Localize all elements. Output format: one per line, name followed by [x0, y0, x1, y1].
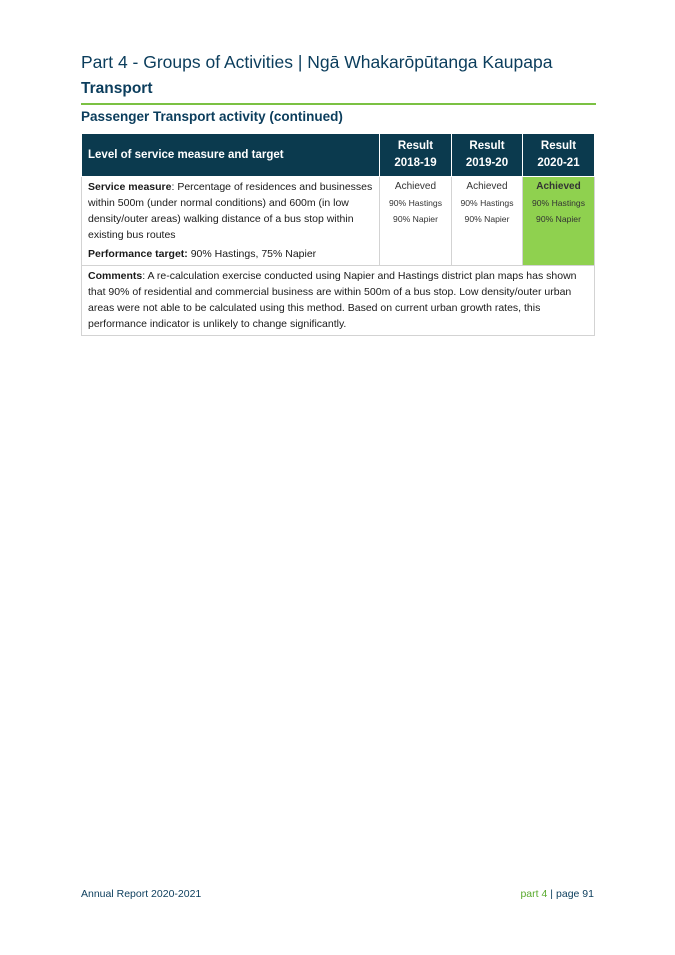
- result-2020-21: [523, 177, 595, 266]
- footer-page-info: [520, 888, 594, 900]
- subsection-title: Passenger Transport activity (continued): [81, 109, 343, 124]
- table-row: [82, 177, 595, 266]
- footer-report-title: Annual Report 2020-2021: [81, 888, 202, 900]
- result-hastings: 90% Hastings: [460, 198, 514, 208]
- header-result-label: Result: [540, 140, 577, 152]
- measure-text: : Percentage of residences and businesses within 500m (under normal conditions) and 600m (in low density/outer areas) walking distance of a bus stop within existing bus routes: [88, 181, 373, 241]
- result-napier: 90% Napier: [536, 214, 581, 224]
- header-result-year: 2018-19: [394, 157, 437, 169]
- page-part-title: Part 4 - Groups of Activities | Ngā Whakarōpūtanga Kaupapa: [81, 52, 553, 72]
- header-result-2019-20: [452, 134, 523, 177]
- comments-text: : A re-calculation exercise conducted using Napier and Hastings district plan maps has shown that 90% of residential and commercial business are within 500m of a bus stop. Low density/outer urban areas were not able to be calculated using this method. Based on current urban growth rates, this performance indicator is unlikely to change significantly.: [88, 270, 577, 330]
- result-2018-19: [380, 177, 452, 266]
- result-status: Achieved: [394, 181, 437, 192]
- comments-label: Comments: [88, 270, 143, 282]
- result-status: Achieved: [536, 181, 581, 192]
- section-title: Transport: [81, 80, 153, 97]
- result-napier: 90% Napier: [464, 214, 510, 224]
- result-napier: 90% Napier: [393, 214, 438, 224]
- header-result-label: Result: [397, 140, 434, 152]
- target-label: Performance target:: [88, 248, 188, 260]
- header-result-year: 2020-21: [537, 157, 580, 169]
- header-result-2018-19: [380, 134, 452, 177]
- table-header-row: [82, 134, 595, 177]
- footer-part: part 4: [520, 888, 548, 900]
- performance-table: [81, 133, 595, 336]
- header-result-year: 2019-20: [465, 157, 509, 169]
- comments-cell: [82, 266, 595, 336]
- header-measure: Level of service measure and target: [82, 134, 380, 177]
- header-result-label: Result: [469, 140, 505, 152]
- result-hastings: 90% Hastings: [531, 198, 586, 208]
- performance-target: [88, 246, 373, 262]
- comments-row: [82, 266, 595, 336]
- footer-page-number: page 91: [556, 888, 594, 900]
- footer-separator: |: [550, 888, 554, 900]
- result-2019-20: [452, 177, 523, 266]
- measure-cell: [82, 177, 380, 266]
- header-result-2020-21: [523, 134, 595, 177]
- result-status: Achieved: [466, 181, 508, 192]
- section-divider: [81, 103, 596, 105]
- target-text: 90% Hastings, 75% Napier: [187, 248, 317, 260]
- result-hastings: 90% Hastings: [388, 198, 443, 208]
- measure-label: Service measure: [88, 181, 172, 193]
